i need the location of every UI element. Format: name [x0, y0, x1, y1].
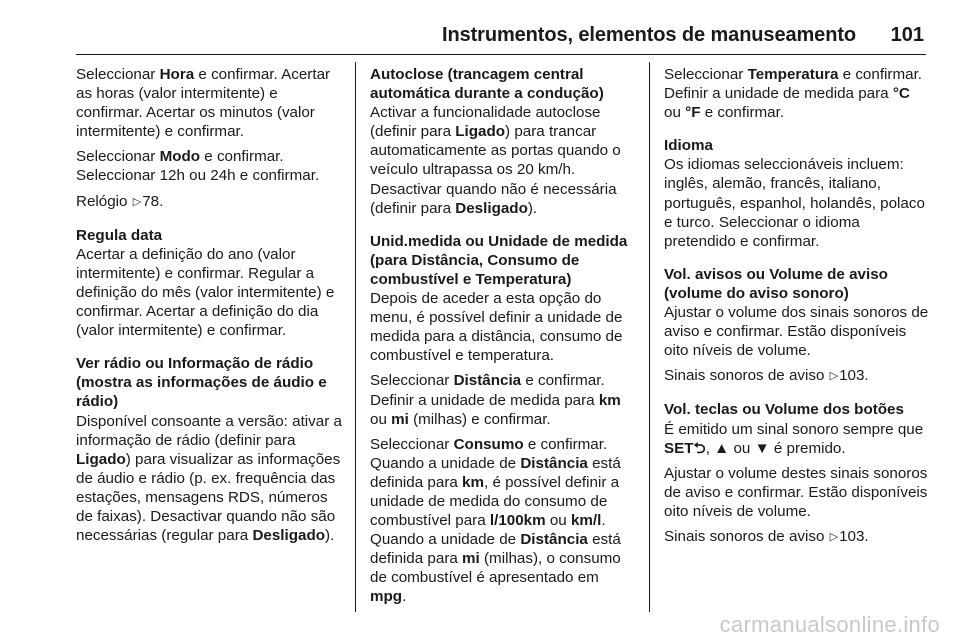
section-idioma	[664, 136, 930, 251]
watermark: carmanualsonline.info	[719, 612, 940, 637]
page-reference-icon[interactable]: ▷	[132, 195, 142, 208]
section-heading: Unid.medida ou Unidade de medida (para Distância, Consumo de combustível e Temperatura)	[370, 232, 628, 288]
reference-link[interactable]: 103.	[839, 527, 869, 545]
paragraph-modo: Seleccionar Modo e confirmar. Seleccionar 12h ou 24h e confirmar.	[76, 148, 320, 185]
column-2	[370, 65, 638, 613]
page-reference-icon[interactable]: ▷	[829, 530, 839, 543]
paragraph-distancia: Seleccionar Distância e confirmar. Definir a unidade de medida para km ou mi (milhas) e confirmar.	[370, 372, 621, 428]
section-heading: Vol. teclas ou Volume dos botões	[664, 401, 904, 419]
section-ver-radio	[76, 354, 344, 545]
paragraph-hora: Seleccionar Hora e confirmar. Acertar as horas (valor intermitente) e confirmar. Acertar os minutos (valor intermitente) e confirmar.	[76, 66, 331, 141]
paragraph-avisos-ref: Sinais sonoros de aviso ▷103.	[664, 366, 930, 386]
column-3	[664, 65, 930, 553]
section-vol-avisos	[664, 265, 930, 387]
section-body: Ajustar o volume dos sinais sonoros de aviso e confirmar. Estão disponíveis oito níveis de volume.	[664, 304, 929, 360]
section-heading: Vol. avisos ou Volume de aviso (volume do aviso sonoro)	[664, 265, 888, 302]
reference-link[interactable]: 78.	[142, 192, 164, 210]
page-header	[0, 0, 960, 56]
paragraph-relogio-ref: Relógio ▷78.	[76, 192, 344, 212]
column-divider-2	[649, 62, 650, 612]
section-heading: Autoclose (trancagem central automática durante a condução)	[370, 66, 604, 103]
section-vol-teclas	[664, 400, 930, 547]
paragraph-temperatura: Seleccionar Temperatura e confirmar. Definir a unidade de medida para °C ou °F e confirmar.	[664, 66, 923, 122]
section-body: Ajustar o volume destes sinais sonoros de aviso e confirmar. Estão disponíveis oito níveis de volume.	[664, 464, 928, 520]
paragraph-consumo: Seleccionar Consumo e confirmar. Quando a unidade de Distância está definida para km, é possível definir a unidade de medida do consumo de combustível para l/100km ou km/l. Quando a unidade de Distância está definida para mi (milhas), o consumo de combustível é apresentado em mpg.	[370, 435, 621, 606]
section-body: É emitido um sinal sonoro sempre que SET⮌, ▲ ou ▼ é premido.	[664, 420, 924, 457]
page-reference-icon[interactable]: ▷	[829, 370, 839, 383]
page-number: 101	[890, 24, 924, 46]
reference-link[interactable]: 103.	[839, 367, 869, 385]
paragraph-teclas-ref: Sinais sonoros de aviso ▷103.	[664, 527, 930, 547]
section-heading: Idioma	[664, 137, 713, 155]
section-body: Activar a funcionalidade autoclose (definir para Ligado) para trancar automaticamente as portas quando o veículo ultrapassa os 20 km/h. Desactivar quando não é necessária (definir para Desligado).	[370, 104, 621, 217]
section-body: Depois de aceder a esta opção do menu, é possível definir a unidade de medida para a distância, consumo de combustível e temperatura.	[370, 290, 623, 365]
column-divider-1	[355, 62, 356, 612]
header-divider	[76, 54, 926, 55]
page-title: Instrumentos, elementos de manuseamento	[442, 24, 856, 46]
column-1	[76, 65, 344, 551]
section-body: Acertar a definição do ano (valor intermitente) e confirmar. Regular a definição do mês (valor intermitente) e confirmar. Acertar a definição do dia (valor intermitente) e confirmar.	[76, 245, 335, 340]
section-autoclose	[370, 65, 638, 218]
section-regula-data	[76, 226, 344, 341]
return-arrow-icon: ⮌	[693, 439, 706, 457]
section-unidade-medida	[370, 232, 638, 607]
section-body: Disponível consoante a versão: ativar a informação de rádio (definir para Ligado) para visualizar as informações de áudio e rádio (p. ex. frequência das estações, mensagens RDS, números de faixas). Desactivar quando não são necessárias (regular para Desligado).	[76, 412, 342, 545]
section-heading: Regula data	[76, 226, 163, 244]
section-body: Os idiomas seleccionáveis incluem: inglês, alemão, francês, italiano, português, espanhol, holandês, polaco e turco. Seleccionar o idioma pretendido e confirmar.	[664, 156, 925, 250]
section-heading: Ver rádio ou Informação de rádio (mostra as informações de áudio e rádio)	[76, 355, 327, 411]
